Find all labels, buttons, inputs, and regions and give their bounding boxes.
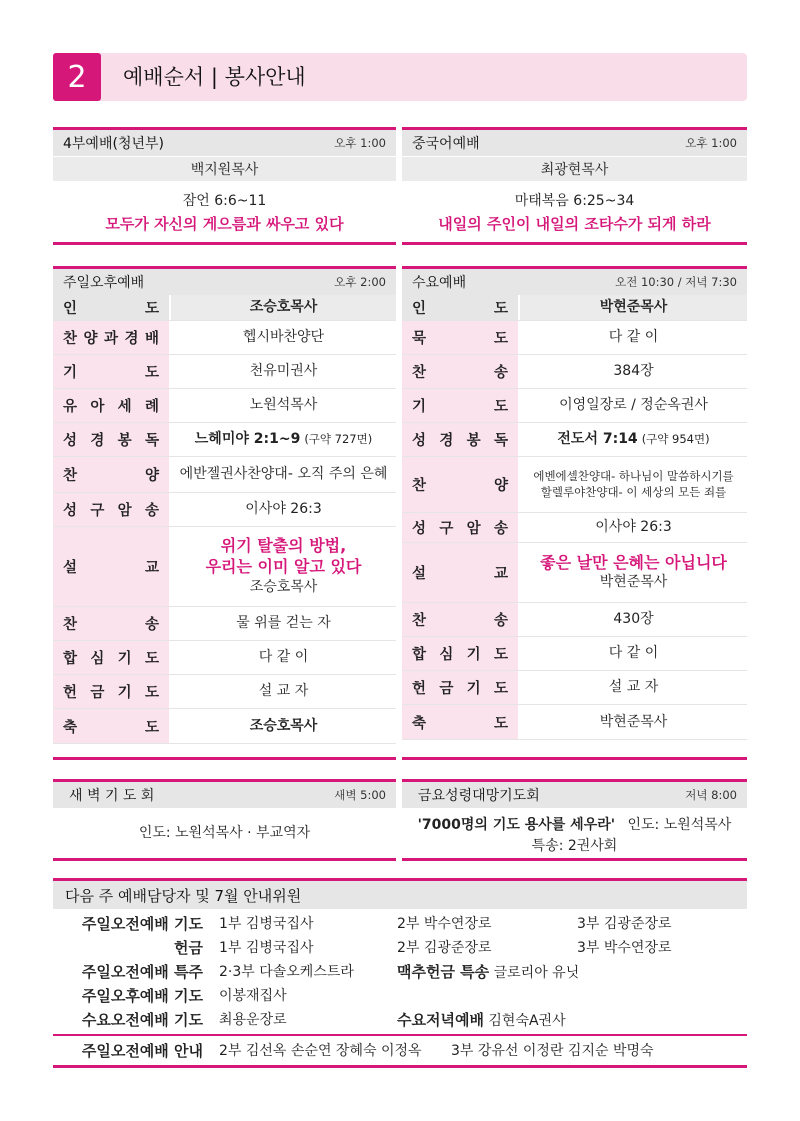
order-label-char: 구 xyxy=(439,521,454,537)
order-label-char: 성 xyxy=(63,433,78,449)
order-value-text: 전도서 7:14 xyxy=(557,431,638,448)
order-row xyxy=(402,513,747,543)
afternoon-service-table xyxy=(53,266,396,760)
dawn-time: 새벽 5:00 xyxy=(334,788,386,802)
order-value xyxy=(171,321,396,354)
staff-label: 맥추헌금 특송 xyxy=(397,962,490,981)
friday-special: 특송: 2권사회 xyxy=(531,838,618,854)
order-row xyxy=(402,603,747,637)
order-label-char: 기 xyxy=(117,685,132,701)
youth-sermon: 모두가 자신의 게으름과 싸우고 있다 xyxy=(105,215,344,233)
order-value-text: 다 같 이 xyxy=(608,329,659,346)
order-value-text: 박현준목사 xyxy=(599,299,668,316)
order-row xyxy=(53,675,396,709)
order-value xyxy=(171,423,396,456)
order-label-char: 찬 xyxy=(63,617,78,633)
order-label xyxy=(402,321,518,354)
order-label-char: 독 xyxy=(493,433,508,449)
afternoon-time: 오후 2:00 xyxy=(334,275,386,289)
order-value-text: 노원석목사 xyxy=(249,397,318,414)
order-label xyxy=(402,603,518,636)
order-label-char: 성 xyxy=(412,521,427,537)
order-label-char: 도 xyxy=(144,685,159,701)
order-label-char: 송 xyxy=(144,503,159,519)
order-row xyxy=(402,457,747,513)
order-label-char: 송 xyxy=(144,617,159,633)
order-value-text: 할렐루야찬양대- 이 세상의 모든 죄를 xyxy=(540,484,727,499)
order-row xyxy=(53,709,396,744)
order-label-char: 유 xyxy=(63,399,78,415)
order-label xyxy=(53,321,169,354)
order-label-char: 성 xyxy=(412,433,427,449)
order-label-char: 도 xyxy=(493,399,508,415)
order-row xyxy=(402,637,747,671)
order-value xyxy=(520,321,747,354)
staff-value: 1부 김병국집사 xyxy=(219,916,314,932)
order-label-char: 경 xyxy=(124,331,139,347)
order-label-char: 봉 xyxy=(466,433,481,449)
order-label-char: 송 xyxy=(493,521,508,537)
order-label-char: 양 xyxy=(493,478,508,494)
order-label-char: 인 xyxy=(63,301,78,317)
staff-value: 2부 김광준장로 xyxy=(397,940,492,956)
order-label-char: 찬 xyxy=(412,613,427,629)
order-label-char: 독 xyxy=(144,433,159,449)
youth-time: 오후 1:00 xyxy=(334,136,386,150)
staff-title: 다음 주 예배담당자 및 7월 안내위원 xyxy=(53,881,747,909)
order-row xyxy=(53,607,396,641)
order-label xyxy=(402,355,518,388)
order-label-char: 인 xyxy=(412,301,427,317)
friday-theme: '7000명의 기도 용사를 세우라' xyxy=(417,817,616,833)
staff-label: 주일오후예배 기도 xyxy=(81,986,203,1005)
order-value-text: 384장 xyxy=(613,363,654,380)
order-value xyxy=(171,295,396,320)
order-row xyxy=(402,423,747,457)
dawn-title: 새 벽 기 도 회 xyxy=(69,788,155,804)
order-value xyxy=(171,457,396,492)
sermon-title: 좋은 날만 은혜는 아닙니다 xyxy=(540,552,727,572)
order-label xyxy=(402,705,518,739)
staff-row xyxy=(53,959,747,983)
order-row xyxy=(402,389,747,423)
order-value xyxy=(520,389,747,422)
order-label xyxy=(402,423,518,456)
order-label-char: 찬 xyxy=(412,478,427,494)
wednesday-title: 수요예배 xyxy=(412,275,467,291)
staff-label: 수요저녁예배 xyxy=(397,1010,484,1029)
order-value xyxy=(520,513,747,542)
order-label-char: 성 xyxy=(63,503,78,519)
scripture-page-note: (구약 954면) xyxy=(641,432,710,447)
staff-value: 김현숙A권사 xyxy=(488,1012,566,1029)
chinese-sermon: 내일의 주인이 내일의 조타수가 되게 하라 xyxy=(438,215,711,233)
order-label xyxy=(53,607,169,640)
friday-leader: 인도: 노원석목사 xyxy=(627,817,732,833)
order-value-text: 에반젤권사찬양대- 오직 주의 은혜 xyxy=(179,466,388,483)
order-label-char: 교 xyxy=(493,566,508,582)
order-value-text: 다 같 이 xyxy=(258,649,309,666)
order-row xyxy=(53,423,396,457)
order-value-text: 다 같 이 xyxy=(608,645,659,662)
order-value xyxy=(171,709,396,743)
staff-value: 3부 김광준장로 xyxy=(577,916,672,932)
order-label-char: 합 xyxy=(63,651,78,667)
staff-section xyxy=(53,878,747,1068)
order-label-char: 축 xyxy=(412,715,427,732)
staff-value: 3부 박수연장로 xyxy=(577,940,672,956)
staff-value: 최용운장로 xyxy=(219,1012,287,1028)
order-value-text: 조승호목사 xyxy=(249,299,318,316)
staff-row xyxy=(53,1007,747,1031)
order-label-char: 세 xyxy=(117,399,132,415)
order-value xyxy=(520,355,747,388)
chinese-scripture: 마태복음 6:25~34 xyxy=(514,193,635,209)
staff-value: 글로리아 유닛 xyxy=(493,964,580,981)
staff-row xyxy=(53,911,747,935)
order-label xyxy=(53,493,169,526)
order-label-char: 기 xyxy=(466,681,481,697)
order-row xyxy=(402,295,747,321)
order-value xyxy=(520,295,747,320)
order-label xyxy=(402,637,518,670)
order-label-char: 심 xyxy=(90,651,105,667)
order-label-char: 례 xyxy=(144,399,159,415)
order-value-text: 박현준목사 xyxy=(599,713,668,730)
order-label-char: 도 xyxy=(493,681,508,697)
order-row xyxy=(53,321,396,355)
order-value-text: 느헤미야 2:1~9 xyxy=(194,431,301,448)
order-value-text: 박현준목사 xyxy=(599,574,668,591)
youth-preacher: 백지원목사 xyxy=(53,157,396,181)
order-label-char: 헌 xyxy=(63,685,78,701)
order-row xyxy=(402,355,747,389)
order-row xyxy=(402,321,747,355)
dawn-prayer-box xyxy=(53,779,396,861)
order-label-char: 양 xyxy=(83,331,98,347)
order-value xyxy=(171,607,396,640)
order-value-text: 설 교 자 xyxy=(608,679,659,696)
order-row xyxy=(402,671,747,705)
order-value-text: 이사야 26:3 xyxy=(595,519,672,536)
order-value xyxy=(171,641,396,674)
order-label-char: 헌 xyxy=(412,681,427,697)
order-label xyxy=(402,295,518,320)
section-number: 2 xyxy=(53,53,101,101)
order-label xyxy=(53,641,169,674)
order-label-char: 양 xyxy=(144,468,159,484)
section-header xyxy=(53,53,747,101)
order-label xyxy=(402,543,518,602)
order-label-char: 합 xyxy=(412,647,427,663)
order-label-char: 찬 xyxy=(63,331,78,347)
staff-label: 주일오전예배 기도 xyxy=(81,914,203,933)
staff-label: 헌금 xyxy=(174,938,203,957)
staff-row xyxy=(53,935,747,959)
chinese-time: 오후 1:00 xyxy=(685,136,737,150)
order-value-text: 에벤에셀찬양대- 하나님이 말씀하시기를 xyxy=(533,468,734,483)
order-label-char: 설 xyxy=(63,560,78,576)
order-label-char: 과 xyxy=(103,331,118,347)
staff-value: 1부 김병국집사 xyxy=(219,940,314,956)
staff-label: 주일오전예배 안내 xyxy=(81,1041,203,1060)
order-label-char: 찬 xyxy=(412,365,427,381)
order-row xyxy=(53,457,396,493)
staff-row xyxy=(53,1038,747,1062)
order-label-char: 도 xyxy=(144,365,159,381)
order-label-char: 설 xyxy=(412,566,427,582)
order-value xyxy=(520,543,747,602)
staff-label: 수요오전예배 기도 xyxy=(81,1010,203,1029)
sermon-title: 위기 탈출의 방법, xyxy=(220,536,347,556)
scripture-page-note: (구약 727면) xyxy=(304,432,373,447)
order-label-char: 기 xyxy=(117,651,132,667)
afternoon-title: 주일오후예배 xyxy=(63,275,145,291)
staff-label: 주일오전예배 특주 xyxy=(81,962,203,981)
order-label xyxy=(402,671,518,704)
order-value xyxy=(520,457,747,512)
staff-value: 2부 김선옥 손순연 장혜숙 이정옥 xyxy=(219,1043,422,1059)
order-label xyxy=(53,295,169,320)
friday-time: 저녁 8:00 xyxy=(685,788,737,802)
order-label-char: 경 xyxy=(90,433,105,449)
order-value xyxy=(171,355,396,388)
youth-scripture: 잠언 6:6~11 xyxy=(182,193,267,209)
order-label-char: 기 xyxy=(466,647,481,663)
order-row xyxy=(402,705,747,740)
order-label-char: 도 xyxy=(144,651,159,667)
order-value-text: 물 위를 걷는 자 xyxy=(236,615,331,632)
staff-value: 이봉재집사 xyxy=(219,988,287,1004)
order-label-char: 도 xyxy=(493,331,508,347)
order-value xyxy=(171,389,396,422)
section-title: 예배순서 | 봉사안내 xyxy=(123,65,306,89)
order-row xyxy=(53,493,396,527)
order-label xyxy=(53,527,169,606)
order-label xyxy=(402,457,518,512)
youth-service-box xyxy=(53,127,396,245)
order-value-text: 이사야 26:3 xyxy=(245,501,322,518)
order-value xyxy=(171,493,396,526)
order-value-text: 설 교 자 xyxy=(258,683,309,700)
staff-row xyxy=(53,983,747,1007)
order-value xyxy=(520,423,747,456)
order-value-text: 430장 xyxy=(613,611,654,628)
order-label-char: 기 xyxy=(412,399,427,415)
order-label-char: 암 xyxy=(117,503,132,519)
order-row xyxy=(53,295,396,321)
youth-title: 4부예배(청년부) xyxy=(63,136,164,152)
order-value-text: 천유미권사 xyxy=(249,363,318,380)
order-label xyxy=(53,355,169,388)
order-label xyxy=(53,423,169,456)
order-value-text: 조승호목사 xyxy=(249,578,318,595)
sermon-title: 우리는 이미 알고 있다 xyxy=(205,557,362,577)
order-label-char: 송 xyxy=(493,365,508,381)
order-label-char: 암 xyxy=(466,521,481,537)
order-label-char: 경 xyxy=(439,433,454,449)
order-value-text: 조승호목사 xyxy=(249,717,318,734)
order-label-char: 도 xyxy=(493,715,508,732)
order-label xyxy=(53,457,169,492)
order-label-char: 기 xyxy=(63,365,78,381)
order-label-char: 축 xyxy=(63,719,78,736)
staff-value: 2·3부 다솔오케스트라 xyxy=(219,964,354,980)
order-value xyxy=(520,637,747,670)
order-row xyxy=(402,543,747,603)
staff-value: 2부 박수연장로 xyxy=(397,916,492,932)
order-row xyxy=(53,389,396,423)
order-label-char: 도 xyxy=(144,301,159,317)
wednesday-time: 오전 10:30 / 저녁 7:30 xyxy=(615,275,737,289)
order-row xyxy=(53,527,396,607)
friday-title: 금요성령대망기도회 xyxy=(418,788,540,804)
order-label-char: 심 xyxy=(439,647,454,663)
staff-value: 3부 강유선 이정란 김지순 박명숙 xyxy=(451,1043,654,1059)
order-value-text: 이영일장로 / 정순옥권사 xyxy=(559,397,708,414)
order-label-char: 아 xyxy=(90,399,105,415)
order-value xyxy=(520,671,747,704)
order-label xyxy=(53,709,169,743)
order-label-char: 묵 xyxy=(412,331,427,347)
order-label-char: 봉 xyxy=(117,433,132,449)
order-label-char: 구 xyxy=(90,503,105,519)
order-label xyxy=(402,513,518,542)
chinese-service-box xyxy=(402,127,747,245)
order-label-char: 도 xyxy=(144,719,159,736)
friday-prayer-box xyxy=(402,779,747,861)
order-label-char: 교 xyxy=(144,560,159,576)
order-label-char: 송 xyxy=(493,613,508,629)
order-value xyxy=(171,675,396,708)
order-label-char: 금 xyxy=(90,685,105,701)
order-label-char: 도 xyxy=(493,301,508,317)
order-label-char: 배 xyxy=(144,331,159,347)
order-label xyxy=(402,389,518,422)
order-row xyxy=(53,355,396,389)
wednesday-service-table xyxy=(402,266,747,760)
order-value-text: 헵시바찬양단 xyxy=(242,329,325,346)
dawn-text: 인도: 노원석목사 · 부교역자 xyxy=(138,825,311,841)
order-label-char: 찬 xyxy=(63,468,78,484)
chinese-preacher: 최광현목사 xyxy=(402,157,747,181)
chinese-title: 중국어예배 xyxy=(412,136,480,152)
order-value xyxy=(520,603,747,636)
order-label xyxy=(53,389,169,422)
order-label-char: 금 xyxy=(439,681,454,697)
order-value xyxy=(171,527,396,606)
order-value xyxy=(520,705,747,739)
order-row xyxy=(53,641,396,675)
order-label-char: 도 xyxy=(493,647,508,663)
order-label xyxy=(53,675,169,708)
